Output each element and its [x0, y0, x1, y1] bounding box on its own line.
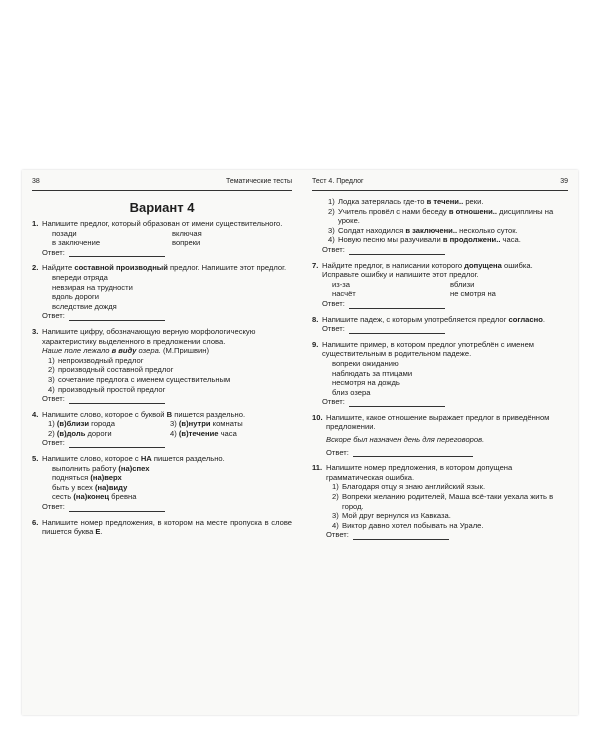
option: позади [52, 228, 77, 238]
answer-label: Ответ: [42, 311, 65, 321]
question-number: 1. [32, 219, 39, 228]
question-2 [32, 263, 292, 321]
answer-line[interactable] [69, 249, 165, 257]
answer-label: Ответ: [42, 247, 65, 257]
question-number: 2. [32, 263, 39, 273]
option: не смотря на [450, 289, 496, 299]
question-5 [32, 454, 292, 512]
running-title: Тест 4. Предлог [312, 178, 364, 185]
word-options [42, 229, 292, 248]
question-9 [312, 340, 568, 407]
option: несмотря на дождь [332, 378, 400, 388]
answer-label: Ответ: [322, 324, 345, 334]
option: 3) Солдат находился в заключени.. несколько суток. [328, 225, 518, 235]
question-10 [312, 413, 568, 457]
answer-line[interactable] [349, 247, 445, 255]
left-page-header [32, 178, 292, 191]
question-11 [312, 463, 568, 540]
question-number: 3. [32, 326, 39, 336]
option: 1) Лодка затерялась где-то в течени.. реки. [328, 197, 484, 206]
option: 1) (в)близи города [48, 419, 115, 429]
question-6 [32, 518, 292, 537]
right-page-header [312, 178, 568, 191]
question-3 [32, 327, 292, 404]
option: впереди отряда [52, 272, 108, 282]
option: 4) Виктор давно хотел побывать на Урале. [332, 520, 484, 530]
variant-title: Вариант 4 [129, 200, 195, 215]
option: вследствие дождя [52, 301, 117, 311]
option: вдоль дороги [52, 292, 100, 302]
option: 2) (в)доль дороги [48, 428, 112, 438]
question-text: Напишите слово, которое с буквой В пишется раздельно. [42, 409, 246, 419]
option: насчёт [332, 289, 356, 299]
option: вопреки ожиданию [332, 358, 399, 368]
option-row [42, 419, 292, 429]
question-number: 4. [32, 409, 39, 419]
answer-label: Ответ: [322, 397, 345, 407]
option: 4) производный простой предлог [48, 384, 166, 394]
question-number: 7. [312, 260, 319, 270]
question-number: 6. [32, 517, 39, 527]
question-4 [32, 410, 292, 448]
option: 2) Учитель провёл с нами беседу в отношени.. дисциплины на уроке. [328, 206, 554, 226]
page-number: 38 [32, 178, 40, 185]
question-text: Напишите номер предложения, в котором допущена грамматическая ошибка. [326, 463, 513, 482]
question-number: 9. [312, 339, 319, 349]
question-8 [312, 315, 568, 334]
left-page [32, 178, 292, 543]
answer-label: Ответ: [326, 447, 349, 457]
question-text: Напишите пример, в котором предлог употреблён с именем существительным в родительном падеже. [322, 339, 535, 359]
option: из-за [332, 279, 350, 289]
word-options [322, 280, 568, 299]
question-number: 5. [32, 454, 39, 464]
answer-line[interactable] [349, 399, 445, 407]
option: 3) (в)нутри комнаты [170, 419, 243, 429]
example-sentence: Наше поле лежало в виду озера. (М.Пришвин) [42, 346, 210, 356]
answer-label: Ответ: [322, 244, 345, 254]
running-title: Тематические тесты [225, 178, 292, 185]
question-text: Напишите цифру, обозначающую верную морфологическую характеристику выделенного в предложении слова. [42, 326, 256, 346]
question-text: Найдите предлог, в написании которого допущена ошибка. Исправьте ошибку и напишите этот предлог. [322, 260, 533, 280]
answer-line[interactable] [353, 449, 473, 457]
page-number: 39 [560, 178, 568, 185]
option-row [42, 429, 292, 439]
answer-label: Ответ: [322, 298, 345, 308]
question-text: Напишите слово, которое с НА пишется раздельно. [42, 454, 225, 464]
question-number: 8. [312, 314, 319, 324]
answer-line[interactable] [349, 326, 445, 334]
answer-line[interactable] [353, 532, 449, 540]
option: 4) Новую песню мы разучивали в продолжени.. часа. [328, 235, 521, 245]
option: 2) Вопреки желанию родителей, Маша всё-таки уехала жить в город. [332, 492, 554, 511]
answer-label: Ответ: [326, 530, 349, 540]
option: 1) Благодаря отцу я знаю английский язык. [332, 482, 486, 492]
option: 1) непроизводный предлог [48, 355, 144, 365]
option: быть у всех (на)виду [52, 482, 128, 492]
option: 2) производный составной предлог [48, 365, 174, 375]
question-number: 10. [312, 412, 323, 422]
question-number: 11. [312, 463, 323, 473]
question-1 [32, 219, 292, 257]
question-7 [312, 261, 568, 309]
answer-line[interactable] [69, 396, 165, 404]
answer-line[interactable] [69, 313, 165, 321]
option: 4) (в)течение часа [170, 428, 237, 438]
answer-label: Ответ: [42, 502, 65, 512]
option: 3) сочетание предлога с именем существительным [48, 374, 231, 384]
option: включая [172, 228, 202, 238]
option: в заключение [52, 238, 101, 248]
option: сесть (на)конец бревна [52, 492, 137, 502]
example-sentence: Вскоре был назначен день для переговоров. [326, 435, 485, 445]
answer-label: Ответ: [42, 394, 65, 404]
option: вблизи [450, 279, 475, 289]
question-text: Найдите составной производный предлог. Напишите этот предлог. [42, 263, 287, 273]
option: подняться (на)верх [52, 473, 122, 483]
answer-line[interactable] [69, 440, 165, 448]
option: вопреки [172, 238, 201, 248]
option: выполнить работу (на)спех [52, 463, 150, 473]
option: невзирая на трудности [52, 282, 133, 292]
answer-label: Ответ: [42, 438, 65, 448]
answer-line[interactable] [69, 504, 165, 512]
question-6-continued [312, 197, 568, 255]
question-text: Напишите номер предложения, в котором на месте пропуска в слове пишется буква Е. [42, 517, 292, 537]
question-text: Напишите предлог, который образован от имени существительного. [42, 219, 283, 228]
question-text: Напишите падеж, с которым употребляется предлог согласно. [322, 314, 545, 324]
book-spread [22, 170, 578, 715]
option: 3) Мой друг вернулся из Кавказа. [332, 511, 451, 521]
answer-line[interactable] [349, 301, 445, 309]
option: близ озера [332, 387, 371, 397]
question-text: Напишите, какое отношение выражает предлог в приведённом предложении. [326, 412, 550, 432]
option: наблюдать за птицами [332, 368, 413, 378]
right-page [312, 178, 568, 546]
